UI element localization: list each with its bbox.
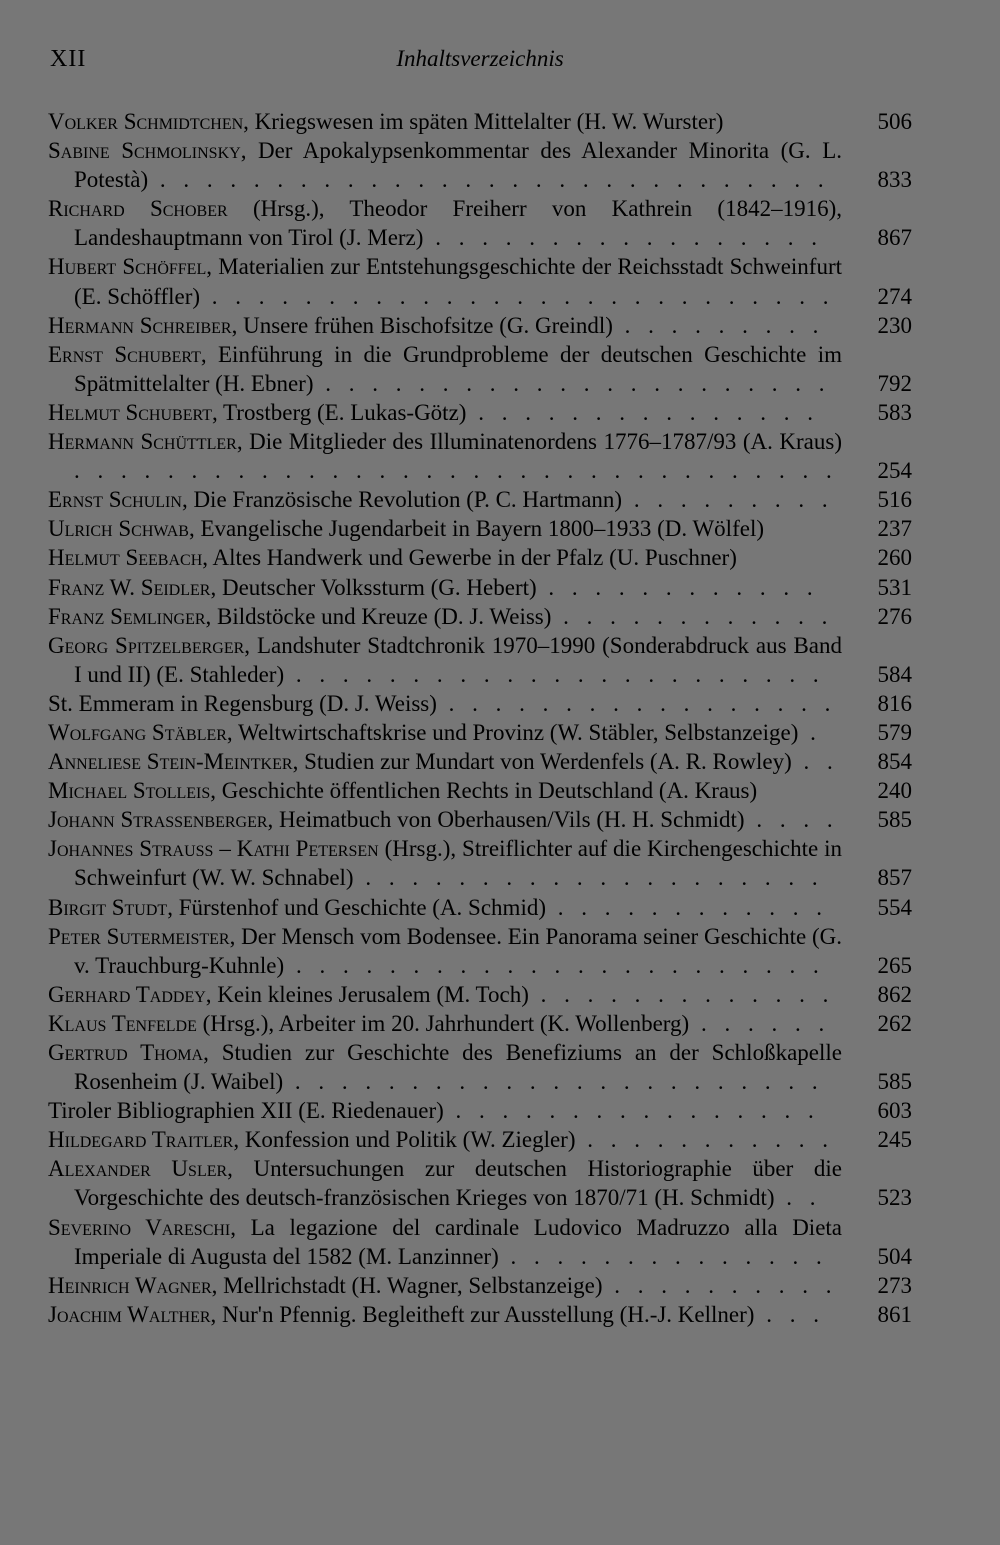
dot-leader: . . . . . . . . . . . <box>575 1127 835 1153</box>
dot-leader: . . . . . . . . . <box>612 312 825 338</box>
toc-entry <box>48 514 912 543</box>
entry-author: Sabine Schmolinsky <box>48 138 241 164</box>
entry-page-number: 579 <box>877 719 912 745</box>
toc-entry <box>48 1154 912 1212</box>
entry-author: Franz W. Seidler <box>48 574 211 600</box>
entry-page-number: 603 <box>877 1098 912 1124</box>
entry-title: , Unsere frühen Bischofsitze (G. Greindl) <box>231 312 613 338</box>
toc-entry <box>48 805 912 834</box>
dot-leader: . . . . . . . . . . . . <box>546 894 828 920</box>
toc-entry <box>48 194 912 252</box>
toc-entry <box>48 1300 912 1329</box>
toc-entry <box>48 252 912 310</box>
entry-author: Wolfgang Stäbler <box>48 719 227 745</box>
entry-page-number: 862 <box>877 981 912 1007</box>
entry-page-number: 274 <box>877 283 912 309</box>
toc-entry <box>48 747 912 776</box>
entry-page-number: 583 <box>877 399 912 425</box>
entry-author: Hildegard Traitler <box>48 1127 234 1153</box>
toc-entry <box>48 776 912 805</box>
entry-title: , Nur'n Pfennig. Begleitheft zur Ausstellung (H.-J. Kellner) <box>210 1301 755 1327</box>
entry-title: St. Emmeram in Regensburg (D. J. Weiss) <box>48 690 437 716</box>
entry-page-number: 816 <box>877 690 912 716</box>
entry-page-number: 523 <box>877 1185 912 1211</box>
entry-page-number: 854 <box>877 749 912 775</box>
dot-leader: . . . . . . . . . . . . . . . . <box>443 1098 820 1124</box>
entry-title: , Der Apokalypsenkommentar des Alexander Minorita (G. L. Potestà) <box>74 138 843 193</box>
entry-title: , Einführung in die Grundprobleme der deutschen Geschichte im Spätmittelalter (H. Ebner) <box>74 341 842 396</box>
entry-author: Heinrich Wagner <box>48 1272 212 1298</box>
entry-author: Richard Schober <box>48 196 228 222</box>
toc-entry <box>48 340 912 398</box>
entry-page-number: 506 <box>877 109 912 134</box>
dot-leader: . . . . . . . . . . . . . . . . . . . . . . . . . . . . . <box>148 167 830 193</box>
entry-title: (Hrsg.), Streiflichter auf die Kirchengeschichte in Schweinfurt (W. W. Schnabel) <box>74 836 842 891</box>
dot-leader: . . . . <box>744 807 839 833</box>
entry-author: Hubert Schöffel <box>48 254 207 280</box>
dot-leader: . . . . . . . . . . . . <box>536 574 819 600</box>
dot-leader: . . . <box>754 1301 825 1327</box>
running-title: Inhaltsverzeichnis <box>396 46 564 71</box>
dot-leader: . . . . . . . . . <box>622 487 834 513</box>
entry-author: Gertrud Thoma <box>48 1040 204 1065</box>
entry-page-number: 857 <box>877 865 912 891</box>
dot-leader: . . . . . . . . . . . . . . . . . . . . . . <box>313 370 831 396</box>
entry-title: , Die Mitglieder des Illuminatenordens 1776–1787/93 (A. Kraus) <box>236 429 842 455</box>
entry-title: , Geschichte öffentlichen Rechts in Deutschland (A. Kraus) <box>210 778 758 804</box>
dot-leader: . <box>798 719 822 745</box>
entry-page-number: 867 <box>877 225 912 251</box>
entry-author: Severino Vareschi <box>48 1214 231 1240</box>
entry-page-number: 273 <box>877 1272 912 1298</box>
entry-author: Anneliese Stein-Meintker <box>48 749 293 775</box>
entry-author: Ernst Schulin <box>48 487 182 513</box>
entry-title: , Altes Handwerk und Gewerbe in der Pfalz (U. Puschner) <box>202 545 737 571</box>
dot-leader: . . . . . . . . . . . . . . . . . . . . . . . . . . . . . . . . . <box>74 458 838 484</box>
entry-title: , Konfession und Politik (W. Ziegler) <box>233 1127 576 1153</box>
entry-author: Johannes Strauss – Kathi Petersen <box>48 836 379 862</box>
entry-author: Helmut Schubert <box>48 399 212 425</box>
entry-author: Birgit Studt <box>48 894 168 920</box>
entry-page-number: 504 <box>877 1243 912 1269</box>
toc-entry <box>48 1038 912 1096</box>
entry-author: Alexander Usler <box>48 1156 228 1182</box>
entry-author: Ernst Schubert <box>48 341 201 367</box>
toc-entry <box>48 922 912 980</box>
entry-author: Hermann Schreiber <box>48 312 232 338</box>
dot-leader: . . . . . . . . . . . . . . <box>498 1243 828 1269</box>
entry-page-number: 833 <box>877 167 912 193</box>
toc-entry <box>48 834 912 892</box>
entry-page-number: 554 <box>877 894 912 920</box>
entry-title: (Hrsg.), Theodor Freiherr von Kathrein (1842–1916), Landeshauptmann von Tirol (J. Merz) <box>74 196 842 251</box>
toc-entry <box>48 136 912 194</box>
dot-leader: . . <box>774 1185 822 1211</box>
entry-title: , Evangelische Jugendarbeit in Bayern 1800–1933 (D. Wölfel) <box>188 516 764 542</box>
toc-entry <box>48 893 912 922</box>
entry-page-number: 792 <box>877 370 912 396</box>
dot-leader: . . . . . . . . . . . . . . . . . . . . . . . <box>283 1069 824 1095</box>
dot-leader: . . . . . . . . . . . . <box>551 603 834 629</box>
entry-author: Michael Stolleis <box>48 778 211 804</box>
toc-entry <box>48 1213 912 1271</box>
toc-entry <box>48 1125 912 1154</box>
toc-entry <box>48 311 912 340</box>
entry-title: , Heimatbuch von Oberhausen/Vils (H. H. Schmidt) <box>267 807 745 833</box>
entry-title: , La legazione del cardinale Ludovico Madruzzo alla Dieta Imperiale di Augusta del 1582 (M. Lanzinner) <box>74 1214 842 1269</box>
entry-author: Franz Semlinger <box>48 603 206 629</box>
entry-author: Volker Schmidtchen <box>48 109 244 134</box>
entry-page-number: 240 <box>877 778 912 804</box>
entry-author: Johann Strassenberger <box>48 807 268 833</box>
entry-page-number: 260 <box>877 545 912 571</box>
dot-leader: . . . . . . . . . . . . . . . . . . . . . . . . . . . <box>200 283 835 309</box>
dot-leader: . . . . . . . . . . . . . . . . . . . . . . . <box>284 952 825 978</box>
entry-title: , Der Mensch vom Bodensee. Ein Panorama seiner Geschichte (G. v. Trauchburg-Kuhnle) <box>74 923 842 978</box>
entry-title: , Die Französische Revolution (P. C. Hartmann) <box>181 487 623 513</box>
toc-entry <box>48 573 912 602</box>
entry-title: , Deutscher Volkssturm (G. Hebert) <box>210 574 537 600</box>
dot-leader: . . . . . . . . . . <box>602 1272 838 1298</box>
toc-entry <box>48 543 912 572</box>
dot-leader: . . . . . . <box>689 1010 831 1036</box>
entry-author: Klaus Tenfelde <box>48 1010 197 1036</box>
entry-title: , Kriegswesen im späten Mittelalter (H. W. Wurster) <box>243 109 724 134</box>
entry-page-number: 585 <box>877 807 912 833</box>
entry-title: (Hrsg.), Arbeiter im 20. Jahrhundert (K. Wollenberg) <box>196 1010 690 1036</box>
entry-author: Helmut Seebach <box>48 545 203 571</box>
toc-entry <box>48 718 912 747</box>
entry-page-number: 516 <box>877 487 912 513</box>
toc-entry <box>48 427 912 485</box>
toc-entry <box>48 689 912 718</box>
entry-page-number: 531 <box>877 574 912 600</box>
toc-entry <box>48 980 912 1009</box>
toc-entry <box>48 1271 912 1300</box>
entry-author: Ulrich Schwab <box>48 516 189 542</box>
entry-page-number: 861 <box>877 1301 912 1327</box>
entry-title: , Trostberg (E. Lukas-Götz) <box>211 399 467 425</box>
dot-leader: . . <box>791 749 839 775</box>
entry-page-number: 245 <box>877 1127 912 1153</box>
entry-page-number: 265 <box>877 952 912 978</box>
toc-entry <box>48 107 912 136</box>
entry-title: , Untersuchungen zur deutschen Historiographie über die Vorgeschichte des deutsch-französischen Krieges von 1870/71 (H. Schmidt) <box>74 1156 842 1211</box>
entry-title: , Fürstenhof und Geschichte (A. Schmid) <box>167 894 546 920</box>
entry-title: Tiroler Bibliographien XII (E. Riedenauer) <box>48 1098 444 1124</box>
entry-page-number: 230 <box>877 312 912 338</box>
entry-title: , Kein kleines Jerusalem (M. Toch) <box>205 981 529 1007</box>
dot-leader: . . . . . . . . . . . . . . . . . <box>423 225 823 251</box>
toc-entry <box>48 1009 912 1038</box>
entry-title: , Bildstöcke und Kreuze (D. J. Weiss) <box>205 603 552 629</box>
toc-entry-list <box>48 107 912 1329</box>
entry-title: , Studien zur Mundart von Werdenfels (A. R. Rowley) <box>292 749 792 775</box>
toc-entry <box>48 1096 912 1125</box>
entry-page-number: 585 <box>877 1069 912 1095</box>
dot-leader: . . . . . . . . . . . . . . . . . . . . . . . <box>284 661 825 687</box>
dot-leader: . . . . . . . . . . . . . <box>528 981 835 1007</box>
entry-title: , Studien zur Geschichte des Benefiziums an der Schloßkapelle Rosenheim (J. Waibel) <box>74 1040 842 1095</box>
page-number: XII <box>50 46 87 72</box>
entry-page-number: 254 <box>877 458 912 484</box>
toc-entry <box>48 631 912 689</box>
entry-author: Joachim Walther <box>48 1301 211 1327</box>
entry-author: Gerhard Taddey <box>48 981 206 1007</box>
entry-page-number: 584 <box>877 661 912 687</box>
entry-author: Georg Spitzelberger <box>48 632 245 658</box>
entry-author: Hermann Schüttler <box>48 429 237 455</box>
entry-title: , Landshuter Stadtchronik 1970–1990 (Sonderabdruck aus Band I und II) (E. Stahleder) <box>74 632 842 687</box>
dot-leader: . . . . . . . . . . . . . . . . . . . . <box>353 865 824 891</box>
entry-title: , Mellrichstadt (H. Wagner, Selbstanzeige) <box>211 1272 603 1298</box>
toc-entry <box>48 485 912 514</box>
toc-entry <box>48 602 912 631</box>
entry-page-number: 276 <box>877 603 912 629</box>
dot-leader: . . . . . . . . . . . . . . . <box>466 399 819 425</box>
entry-page-number: 262 <box>877 1010 912 1036</box>
toc-entry <box>48 398 912 427</box>
entry-author: Peter Sutermeister <box>48 923 230 949</box>
entry-title: , Materialien zur Entstehungsgeschichte der Reichsstadt Schweinfurt (E. Schöffler) <box>74 254 842 309</box>
entry-page-number: 237 <box>877 516 912 542</box>
dot-leader: . . . . . . . . . . . . . . . . . <box>436 690 837 716</box>
entry-title: , Weltwirtschaftskrise und Provinz (W. Stäbler, Selbstanzeige) <box>226 719 799 745</box>
running-header <box>50 46 910 80</box>
